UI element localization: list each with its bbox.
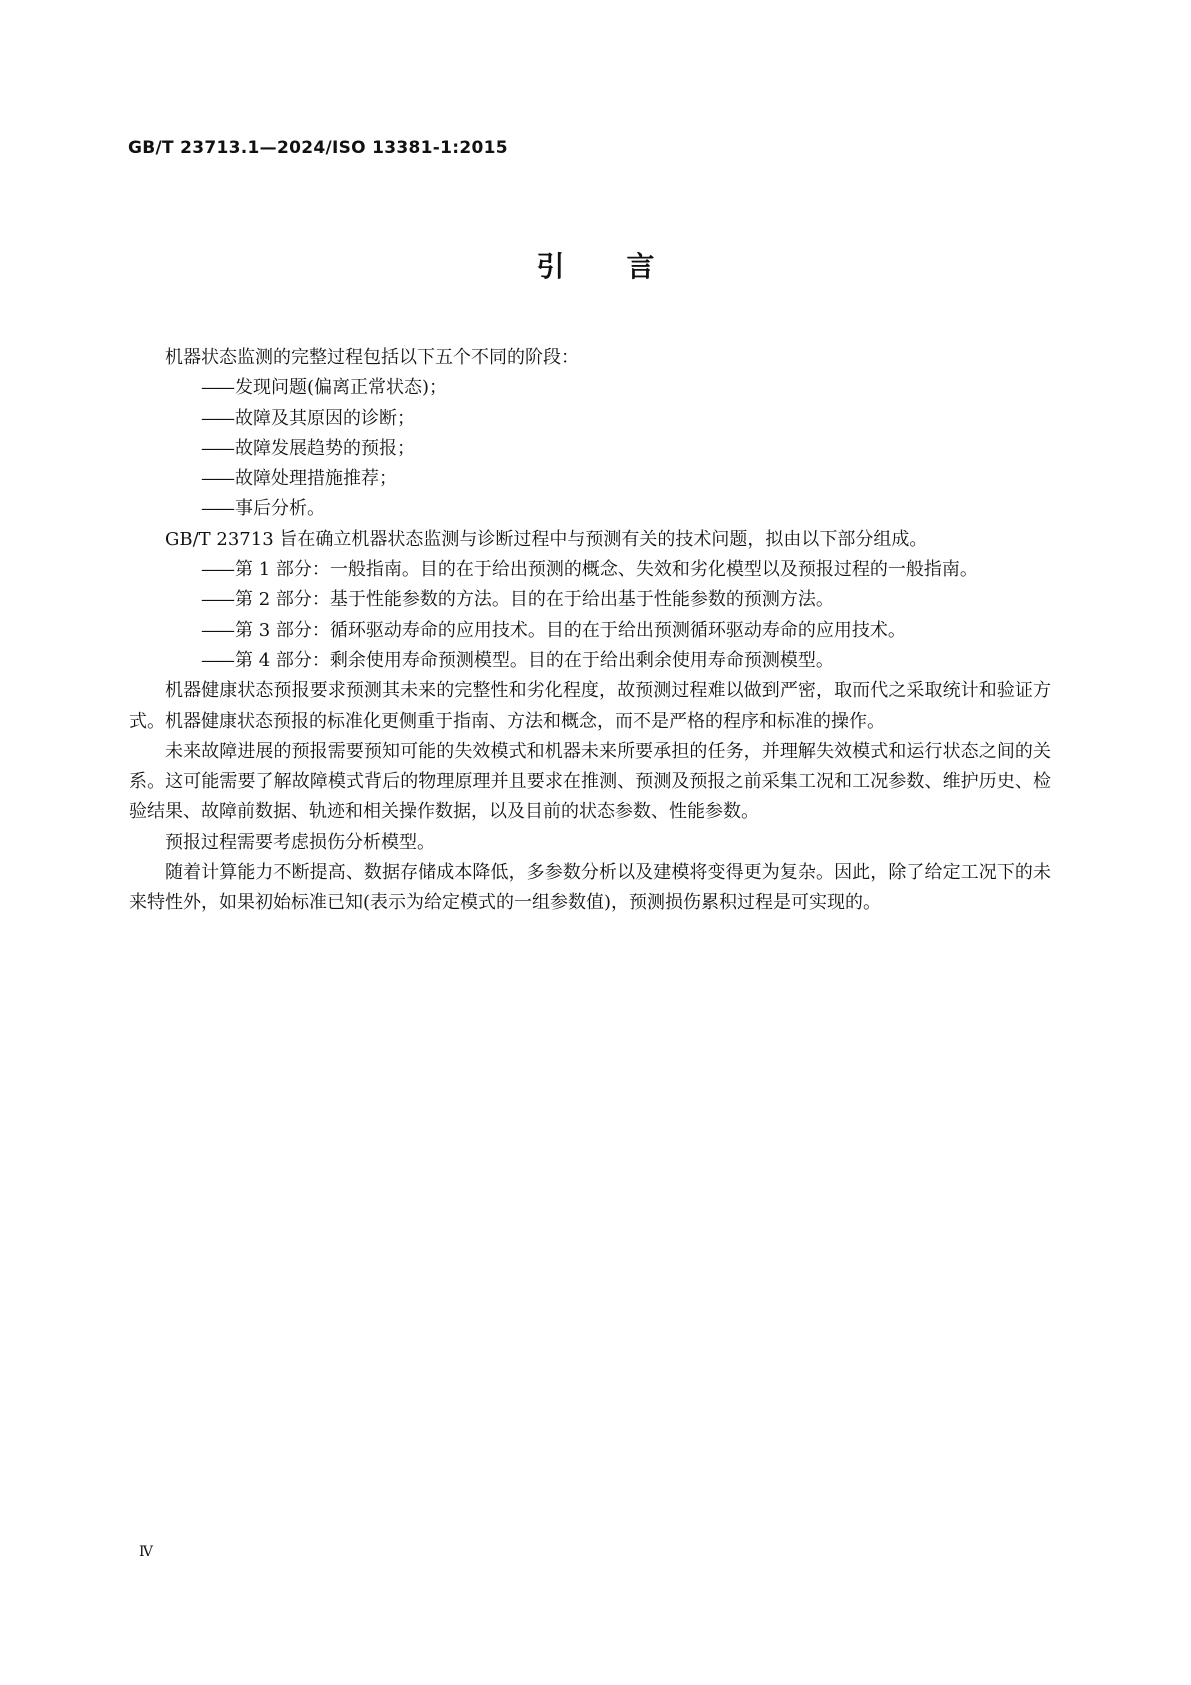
- stage-text: 事后分析。: [235, 498, 325, 520]
- dash-glyph: ——: [201, 407, 233, 429]
- parts-lead: GB/T 23713 旨在确立机器状态监测与诊断过程中与预测有关的技术问题，拟由以下部分组成。: [165, 528, 928, 550]
- stage-item: [129, 434, 1051, 464]
- dash-glyph: ——: [201, 437, 233, 459]
- paragraph: 预报过程需要考虑损伤分析模型。: [165, 831, 435, 853]
- dash-glyph: ——: [201, 649, 233, 671]
- part-text: 第 2 部分：基于性能参数的方法。目的在于给出基于性能参数的预测方法。: [235, 589, 834, 611]
- stage-item: [129, 404, 1051, 434]
- document-body: [129, 343, 1051, 919]
- part-item: [129, 616, 1051, 646]
- dash-glyph: ——: [201, 619, 233, 641]
- part-item: [129, 555, 1051, 585]
- standard-code: GB/T 23713.1—2024/ISO 13381-1:2015: [128, 138, 508, 158]
- stage-item: [129, 373, 1051, 403]
- part-text: 第 3 部分：循环驱动寿命的应用技术。目的在于给出预测循环驱动寿命的应用技术。: [235, 619, 906, 641]
- dash-glyph: ——: [201, 498, 233, 520]
- part-item: [129, 585, 1051, 615]
- part-item: [129, 646, 1051, 676]
- dash-glyph: ——: [201, 589, 233, 611]
- paragraph: 随着计算能力不断提高、数据存储成本降低，多参数分析以及建模将变得更为复杂。因此，除了给定工况下的未来特性外，如果初始标准已知(表示为给定模式的一组参数值)，预测损伤累积过程是可实现的。: [129, 862, 1051, 914]
- dash-glyph: ——: [201, 559, 233, 581]
- stage-item: [129, 494, 1051, 524]
- dash-glyph: ——: [201, 377, 233, 399]
- intro-lead: 机器状态监测的完整过程包括以下五个不同的阶段：: [165, 347, 579, 368]
- paragraph: 机器健康状态预报要求预测其未来的完整性和劣化程度，故预测过程难以做到严密，取而代之采取统计和验证方式。机器健康状态预报的标准化更侧重于指南、方法和概念，而不是严格的程序和标准的操作。: [129, 680, 1051, 732]
- part-text: 第 1 部分：一般指南。目的在于给出预测的概念、失效和劣化模型以及预报过程的一般指南。: [235, 559, 978, 581]
- stage-item: [129, 464, 1051, 494]
- stage-text: 故障发展趋势的预报；: [235, 437, 415, 459]
- stage-text: 故障处理措施推荐；: [235, 468, 397, 490]
- page-title: 引言: [536, 250, 717, 283]
- stage-text: 发现问题(偏离正常状态)；: [235, 377, 448, 399]
- stage-text: 故障及其原因的诊断；: [235, 407, 415, 429]
- paragraph: 未来故障进展的预报需要预知可能的失效模式和机器未来所要承担的任务，并理解失效模式和运行状态之间的关系。这可能需要了解故障模式背后的物理原理并且要求在推测、预测及预报之前采集工况和工况参数、维护历史、检验结果、故障前数据、轨迹和相关操作数据，以及目前的状态参数、性能参数。: [129, 740, 1051, 823]
- dash-glyph: ——: [201, 468, 233, 490]
- part-text: 第 4 部分：剩余使用寿命预测模型。目的在于给出剩余使用寿命预测模型。: [235, 649, 834, 671]
- page-number: Ⅳ: [139, 1544, 153, 1560]
